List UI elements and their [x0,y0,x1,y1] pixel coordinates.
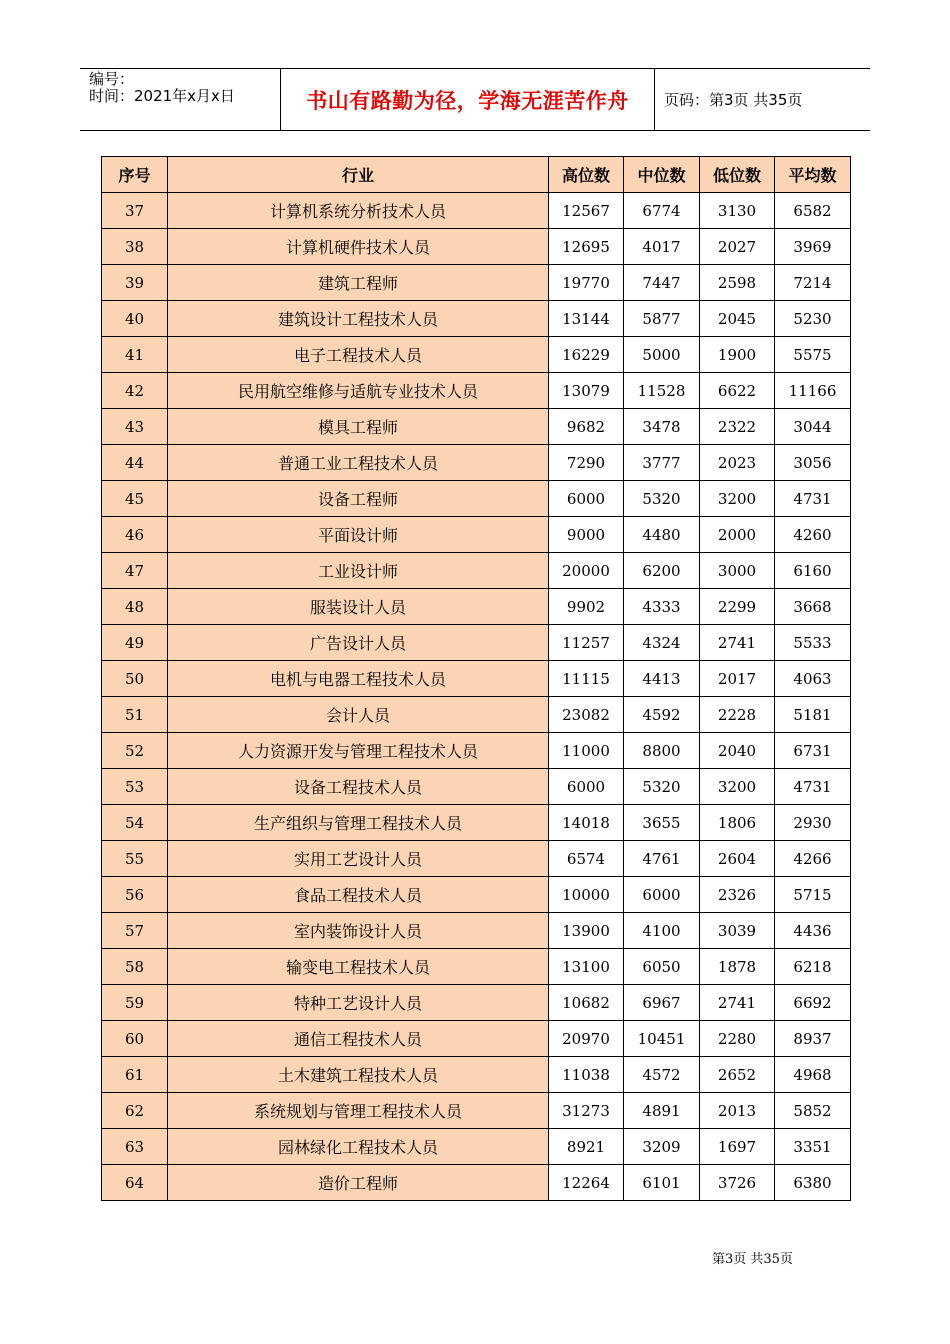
low-value: 2000 [700,517,775,553]
low-value: 1697 [700,1129,775,1165]
table-row [102,805,851,841]
high-value: 14018 [549,805,624,841]
table-body [102,193,851,1201]
high-value: 10000 [549,877,624,913]
industry-name: 人力资源开发与管理工程技术人员 [168,733,549,769]
table-row [102,589,851,625]
average-value: 6380 [775,1165,851,1201]
industry-name: 计算机硬件技术人员 [168,229,549,265]
low-value: 2045 [700,301,775,337]
row-number: 53 [102,769,168,805]
table-row [102,1021,851,1057]
table-row [102,985,851,1021]
high-value: 19770 [549,265,624,301]
table-row [102,661,851,697]
table-row [102,481,851,517]
low-value: 2604 [700,841,775,877]
low-value: 2280 [700,1021,775,1057]
table-row [102,949,851,985]
industry-name: 生产组织与管理工程技术人员 [168,805,549,841]
row-number: 55 [102,841,168,877]
number-label: 编号： [89,70,135,88]
low-value: 3200 [700,481,775,517]
row-number: 60 [102,1021,168,1057]
industry-name: 设备工程师 [168,481,549,517]
industry-name: 系统规划与管理工程技术人员 [168,1093,549,1129]
row-number: 39 [102,265,168,301]
average-value: 3668 [775,589,851,625]
median-value: 6101 [624,1165,700,1201]
low-value: 1806 [700,805,775,841]
column-header-average: 平均数 [775,157,851,193]
median-value: 6967 [624,985,700,1021]
industry-name: 通信工程技术人员 [168,1021,549,1057]
low-value: 3200 [700,769,775,805]
high-value: 6000 [549,769,624,805]
median-value: 6000 [624,877,700,913]
high-value: 13900 [549,913,624,949]
table-row [102,301,851,337]
row-number: 50 [102,661,168,697]
median-value: 3209 [624,1129,700,1165]
column-header-no: 序号 [102,157,168,193]
column-header-industry: 行业 [168,157,549,193]
high-value: 13144 [549,301,624,337]
column-header-high: 高位数 [549,157,624,193]
table-row [102,337,851,373]
median-value: 5320 [624,481,700,517]
industry-name: 模具工程师 [168,409,549,445]
low-value: 2299 [700,589,775,625]
average-value: 4731 [775,769,851,805]
median-value: 5320 [624,769,700,805]
industry-name: 设备工程技术人员 [168,769,549,805]
low-value: 2023 [700,445,775,481]
median-value: 4333 [624,589,700,625]
low-value: 6622 [700,373,775,409]
low-value: 2027 [700,229,775,265]
median-value: 5877 [624,301,700,337]
median-value: 3655 [624,805,700,841]
median-value: 4017 [624,229,700,265]
high-value: 6574 [549,841,624,877]
high-value: 9000 [549,517,624,553]
high-value: 10682 [549,985,624,1021]
industry-name: 民用航空维修与适航专业技术人员 [168,373,549,409]
table-row [102,553,851,589]
industry-name: 食品工程技术人员 [168,877,549,913]
high-value: 20970 [549,1021,624,1057]
average-value: 4731 [775,481,851,517]
average-value: 4436 [775,913,851,949]
average-value: 4266 [775,841,851,877]
table-row [102,373,851,409]
low-value: 3130 [700,193,775,229]
industry-name: 电机与电器工程技术人员 [168,661,549,697]
table-row [102,877,851,913]
average-value: 5575 [775,337,851,373]
industry-name: 室内装饰设计人员 [168,913,549,949]
table-row [102,1057,851,1093]
row-number: 64 [102,1165,168,1201]
median-value: 3478 [624,409,700,445]
low-value: 2322 [700,409,775,445]
row-number: 54 [102,805,168,841]
average-value: 6692 [775,985,851,1021]
row-number: 48 [102,589,168,625]
industry-name: 工业设计师 [168,553,549,589]
table-row [102,1093,851,1129]
average-value: 3351 [775,1129,851,1165]
average-value: 5715 [775,877,851,913]
row-number: 40 [102,301,168,337]
high-value: 11038 [549,1057,624,1093]
industry-name: 土木建筑工程技术人员 [168,1057,549,1093]
industry-name: 特种工艺设计人员 [168,985,549,1021]
row-number: 46 [102,517,168,553]
row-number: 58 [102,949,168,985]
low-value: 2741 [700,625,775,661]
row-number: 61 [102,1057,168,1093]
row-number: 52 [102,733,168,769]
row-number: 51 [102,697,168,733]
high-value: 23082 [549,697,624,733]
median-value: 4891 [624,1093,700,1129]
industry-name: 服装设计人员 [168,589,549,625]
time-label: 时间：2021年x月x日 [89,87,235,105]
high-value: 12695 [549,229,624,265]
industry-name: 会计人员 [168,697,549,733]
table-row [102,841,851,877]
median-value: 4592 [624,697,700,733]
average-value: 6582 [775,193,851,229]
average-value: 3044 [775,409,851,445]
median-value: 4413 [624,661,700,697]
row-number: 59 [102,985,168,1021]
high-value: 9902 [549,589,624,625]
header-meta [80,69,281,130]
average-value: 4063 [775,661,851,697]
high-value: 11257 [549,625,624,661]
table-row [102,517,851,553]
high-value: 16229 [549,337,624,373]
table-row [102,445,851,481]
industry-name: 平面设计师 [168,517,549,553]
industry-name: 普通工业工程技术人员 [168,445,549,481]
high-value: 12264 [549,1165,624,1201]
row-number: 62 [102,1093,168,1129]
header-page-code: 页码：第3页 共35页 [664,91,803,109]
high-value: 8921 [549,1129,624,1165]
average-value: 4968 [775,1057,851,1093]
table-row [102,1165,851,1201]
table-row [102,913,851,949]
median-value: 4324 [624,625,700,661]
industry-name: 计算机系统分析技术人员 [168,193,549,229]
low-value: 2598 [700,265,775,301]
average-value: 4260 [775,517,851,553]
table-row [102,769,851,805]
median-value: 4572 [624,1057,700,1093]
average-value: 6731 [775,733,851,769]
high-value: 20000 [549,553,624,589]
average-value: 5852 [775,1093,851,1129]
low-value: 2741 [700,985,775,1021]
low-value: 1878 [700,949,775,985]
high-value: 11115 [549,661,624,697]
row-number: 42 [102,373,168,409]
high-value: 13100 [549,949,624,985]
industry-name: 实用工艺设计人员 [168,841,549,877]
median-value: 10451 [624,1021,700,1057]
average-value: 3056 [775,445,851,481]
industry-name: 电子工程技术人员 [168,337,549,373]
low-value: 3726 [700,1165,775,1201]
table-row [102,193,851,229]
low-value: 2652 [700,1057,775,1093]
row-number: 63 [102,1129,168,1165]
average-value: 11166 [775,373,851,409]
average-value: 3969 [775,229,851,265]
low-value: 2228 [700,697,775,733]
low-value: 2326 [700,877,775,913]
average-value: 2930 [775,805,851,841]
row-number: 43 [102,409,168,445]
row-number: 38 [102,229,168,265]
table-row [102,409,851,445]
high-value: 13079 [549,373,624,409]
low-value: 2013 [700,1093,775,1129]
median-value: 7447 [624,265,700,301]
header-motto: 书山有路勤为径，学海无涯苦作舟 [281,69,655,130]
row-number: 47 [102,553,168,589]
industry-name: 输变电工程技术人员 [168,949,549,985]
average-value: 8937 [775,1021,851,1057]
table-row [102,229,851,265]
industry-name: 造价工程师 [168,1165,549,1201]
median-value: 11528 [624,373,700,409]
page-footer: 第3页 共35页 [712,1252,793,1267]
row-number: 57 [102,913,168,949]
average-value: 6218 [775,949,851,985]
column-header-median: 中位数 [624,157,700,193]
median-value: 4100 [624,913,700,949]
row-number: 37 [102,193,168,229]
average-value: 5181 [775,697,851,733]
low-value: 1900 [700,337,775,373]
average-value: 5533 [775,625,851,661]
table-header-row [102,157,851,193]
median-value: 4480 [624,517,700,553]
low-value: 2017 [700,661,775,697]
high-value: 12567 [549,193,624,229]
row-number: 56 [102,877,168,913]
industry-name: 园林绿化工程技术人员 [168,1129,549,1165]
median-value: 6050 [624,949,700,985]
table-row [102,625,851,661]
low-value: 2040 [700,733,775,769]
median-value: 8800 [624,733,700,769]
high-value: 9682 [549,409,624,445]
salary-table [101,156,851,1201]
high-value: 7290 [549,445,624,481]
page-header [80,68,870,131]
table-row [102,1129,851,1165]
median-value: 6774 [624,193,700,229]
row-number: 44 [102,445,168,481]
row-number: 49 [102,625,168,661]
average-value: 5230 [775,301,851,337]
table-row [102,697,851,733]
row-number: 45 [102,481,168,517]
row-number: 41 [102,337,168,373]
median-value: 5000 [624,337,700,373]
industry-name: 广告设计人员 [168,625,549,661]
column-header-low: 低位数 [700,157,775,193]
high-value: 31273 [549,1093,624,1129]
median-value: 4761 [624,841,700,877]
table-row [102,265,851,301]
table-row [102,733,851,769]
low-value: 3039 [700,913,775,949]
average-value: 6160 [775,553,851,589]
median-value: 6200 [624,553,700,589]
high-value: 11000 [549,733,624,769]
high-value: 6000 [549,481,624,517]
average-value: 7214 [775,265,851,301]
median-value: 3777 [624,445,700,481]
industry-name: 建筑工程师 [168,265,549,301]
low-value: 3000 [700,553,775,589]
industry-name: 建筑设计工程技术人员 [168,301,549,337]
